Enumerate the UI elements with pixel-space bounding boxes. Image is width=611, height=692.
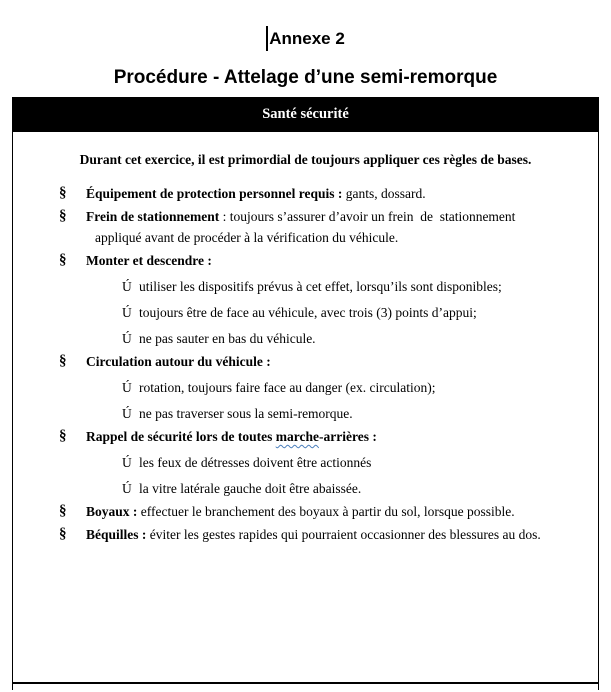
sub-bullet: Ú [122, 455, 132, 470]
rule-text: Monter et descendre : [86, 253, 212, 268]
rule-text: Circulation autour du véhicule : [86, 354, 271, 369]
section-bullet: § [59, 428, 67, 444]
table-header-sante-securite: Santé sécurité [12, 97, 599, 132]
procedure-title: Procédure - Attelage d’une semi-remorque [113, 67, 498, 88]
section-bullet: § [59, 526, 67, 542]
sub-bullet: Ú [122, 331, 132, 346]
rule-text: Boyaux : effectuer le branchement des boyaux à partir du sol, lorsque possible. [86, 504, 515, 519]
sub-rule-text: rotation, toujours faire face au danger (ex. circulation); [139, 380, 436, 395]
table-body [12, 132, 599, 684]
rule-item-rappel-securite [13, 426, 598, 447]
sub-rule-text: les feux de détresses doivent être actionnés [139, 455, 372, 470]
rule-item-frein [13, 206, 598, 248]
sub-rule-item [13, 302, 598, 323]
section-bullet: § [59, 353, 67, 369]
sub-rule-text: ne pas traverser sous la semi-remorque. [139, 406, 353, 421]
sub-rule-item [13, 403, 598, 424]
section-bullet: § [59, 208, 67, 224]
rule-text: Rappel de sécurité lors de toutes marche-arrières : [86, 429, 377, 444]
sub-rule-item [13, 328, 598, 349]
next-table-row-partial [12, 684, 599, 690]
sub-bullet: Ú [122, 305, 132, 320]
section-bullet: § [59, 503, 67, 519]
rule-item-bequilles [13, 524, 598, 545]
rule-text: Équipement de protection personnel requis : gants, dossard. [86, 186, 426, 201]
sub-rule-item [13, 478, 598, 499]
annex-title-row [0, 26, 611, 51]
section-bullet: § [59, 185, 67, 201]
safety-table [12, 97, 599, 690]
sub-rule-item [13, 276, 598, 297]
annex-title: Annexe 2 [269, 29, 345, 48]
sub-bullet: Ú [122, 481, 132, 496]
sub-rule-text: utiliser les dispositifs prévus à cet effet, lorsqu’ils sont disponibles; [139, 279, 502, 294]
rule-text: Béquilles : éviter les gestes rapides qui pourraient occasionner des blessures au dos. [86, 527, 541, 542]
sub-bullet: Ú [122, 380, 132, 395]
sub-rule-text: ne pas sauter en bas du véhicule. [139, 331, 316, 346]
sub-rule-text: la vitre latérale gauche doit être abaissée. [139, 481, 362, 496]
rule-text-continuation: appliqué avant de procéder à la vérification du véhicule. [95, 230, 399, 245]
rule-text: Frein de stationnement : toujours s’assurer d’avoir un frein de stationnement appliqué avant de procéder à la vérification du véhicule. [86, 206, 515, 248]
text-cursor [266, 26, 268, 51]
rule-item-equipement [13, 183, 598, 204]
sub-rule-item [13, 452, 598, 473]
sub-bullet: Ú [122, 406, 132, 421]
rule-item-boyaux [13, 501, 598, 522]
spellcheck-underlined-word: marche [275, 429, 319, 444]
rule-item-monter-descendre [13, 250, 598, 271]
rule-item-circulation [13, 351, 598, 372]
sub-bullet: Ú [122, 279, 132, 294]
section-bullet: § [59, 252, 67, 268]
sub-rule-text: toujours être de face au véhicule, avec trois (3) points d’appui; [139, 305, 477, 320]
intro-text: Durant cet exercice, il est primordial de toujours appliquer ces règles de bases. [79, 152, 532, 167]
sub-rule-item [13, 377, 598, 398]
